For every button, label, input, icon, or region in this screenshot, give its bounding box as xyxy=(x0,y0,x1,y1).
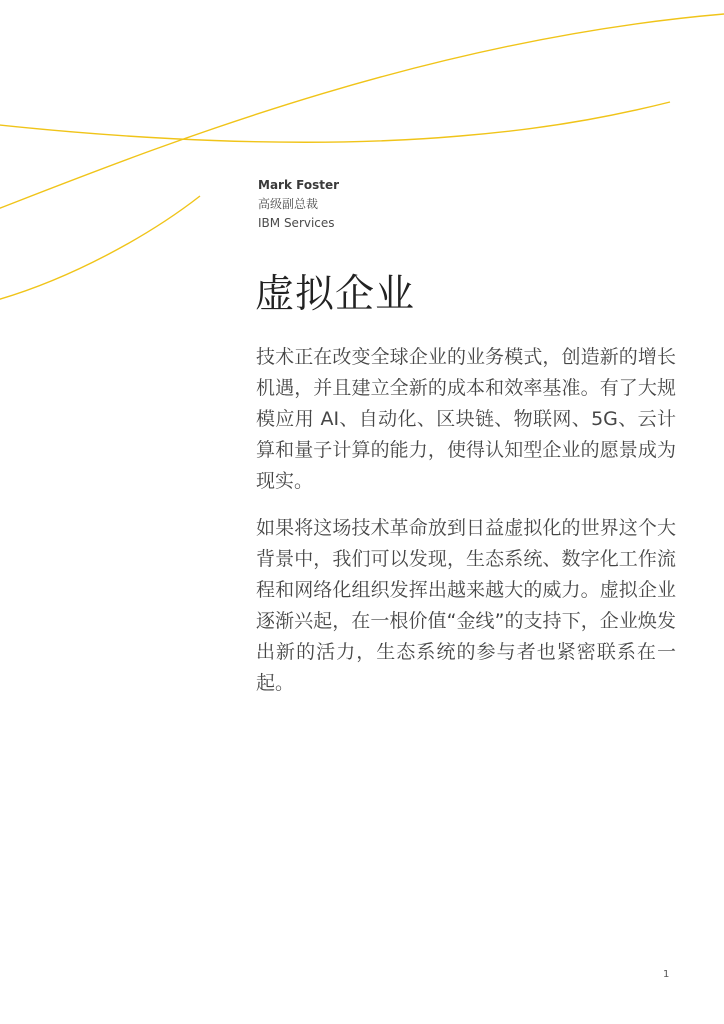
page-title: 虚拟企业 xyxy=(255,272,416,317)
author-title: 高级副总裁 xyxy=(258,197,319,211)
author-block xyxy=(258,176,558,233)
paragraph-1: 技术正在改变全球企业的业务模式，创造新的增长机遇，并且建立全新的成本和效率基准。有了大规模应用 AI、自动化、区块链、物联网、5G、云计算和量子计算的能力，使得认知型企业的愿景成为现实。 xyxy=(256,346,676,492)
gold-curve-middle-arc xyxy=(0,102,670,142)
author-organization: IBM Services xyxy=(258,216,335,230)
author-name: Mark Foster xyxy=(258,178,340,192)
body-text xyxy=(256,342,676,715)
page-number: 1 xyxy=(663,969,670,980)
gold-curve-lower-left xyxy=(0,196,200,302)
paragraph-2: 如果将这场技术革命放到日益虚拟化的世界这个大背景中，我们可以发现，生态系统、数字化工作流程和网络化组织发挥出越来越大的威力。虚拟企业逐渐兴起，在一根价值“金线”的支持下，企业焕发出新的活力，生态系统的参与者也紧密联系在一起。 xyxy=(256,517,676,694)
